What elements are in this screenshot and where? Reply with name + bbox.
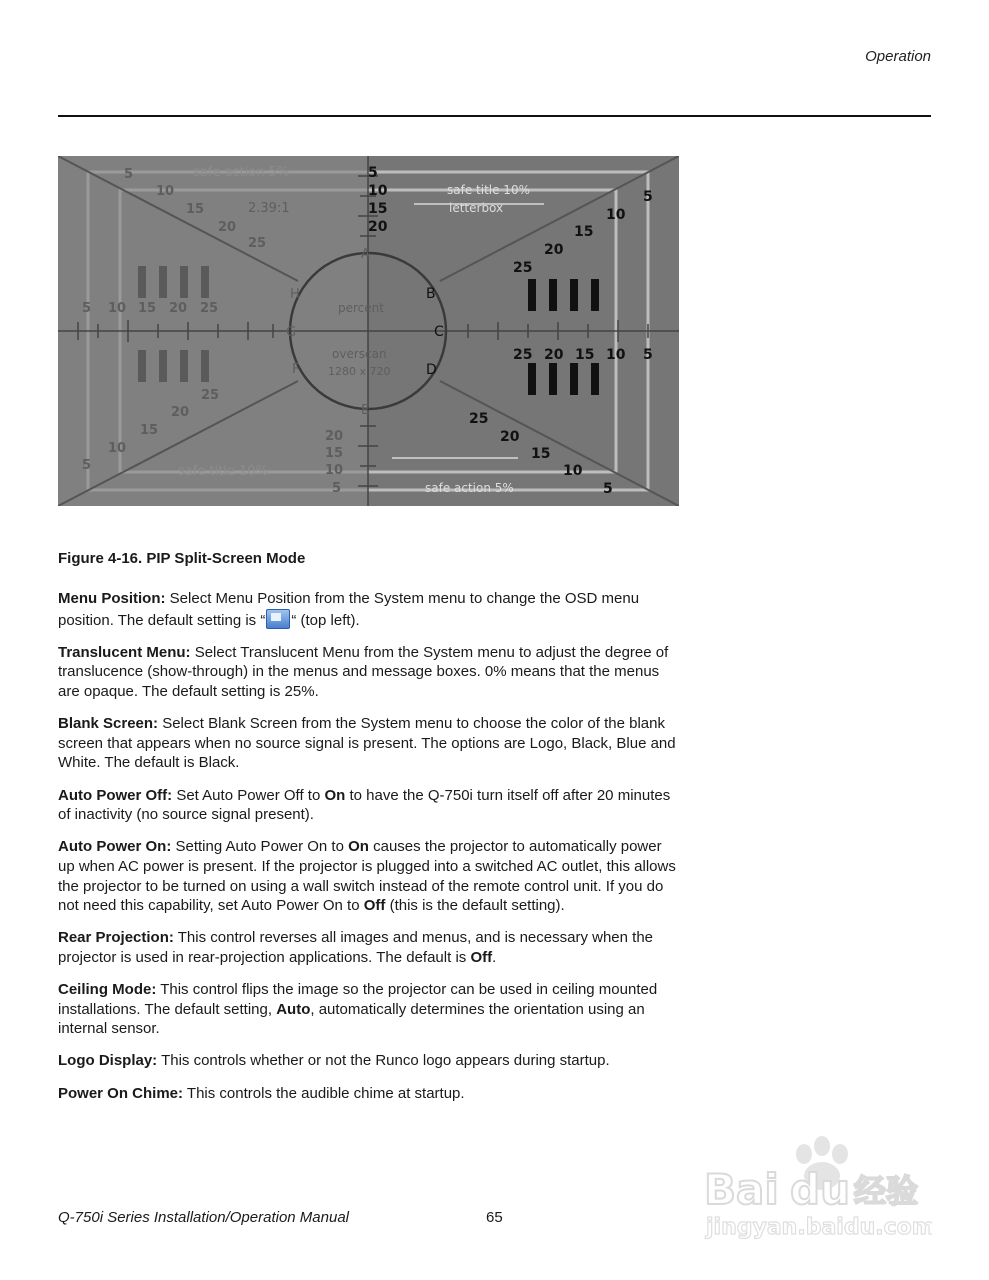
svg-text:du: du xyxy=(790,1165,850,1214)
para-ceiling-mode: Ceiling Mode: This control flips the image so the projector can be used in ceiling mounted installations. The default setting, Auto, automatically determines the orientation using an internal sensor. xyxy=(58,981,658,1038)
safe-title-left-label: safe title 10% xyxy=(178,464,268,479)
running-header: Operation xyxy=(865,48,931,65)
svg-text:15: 15 xyxy=(368,201,388,217)
svg-text:20: 20 xyxy=(368,219,388,235)
svg-text:经验: 经验 xyxy=(854,1172,919,1210)
svg-text:E: E xyxy=(361,403,370,418)
svg-text:20: 20 xyxy=(500,429,520,445)
svg-text:20: 20 xyxy=(544,347,564,363)
svg-text:10: 10 xyxy=(606,347,626,363)
page-number: 65 xyxy=(486,1209,503,1226)
top-left-menu-icon xyxy=(266,609,290,629)
percent-label: percent xyxy=(338,301,384,315)
svg-text:jingyan.baidu.com: jingyan.baidu.com xyxy=(706,1215,932,1240)
svg-text:5: 5 xyxy=(124,167,134,182)
test-pattern-figure xyxy=(58,156,679,506)
overscan-label: overscan xyxy=(332,347,387,361)
svg-text:A: A xyxy=(361,247,370,262)
resolution-label: 1280 x 720 xyxy=(328,365,391,378)
svg-text:5: 5 xyxy=(82,301,92,316)
svg-text:5: 5 xyxy=(603,481,613,497)
term: Menu Position: xyxy=(58,590,166,607)
svg-text:25: 25 xyxy=(200,301,219,316)
svg-text:15: 15 xyxy=(138,301,157,316)
para-power-on-chime: Power On Chime: This controls the audible chime at startup. xyxy=(58,1084,465,1102)
safe-action-top-label: safe action 5% xyxy=(193,165,290,180)
svg-text:Bai: Bai xyxy=(704,1165,779,1214)
aspect-label: 2.39:1 xyxy=(248,201,290,216)
svg-text:C: C xyxy=(434,324,444,340)
svg-text:20: 20 xyxy=(544,242,564,258)
svg-text:B: B xyxy=(426,286,436,302)
svg-text:10: 10 xyxy=(156,184,175,199)
svg-text:D: D xyxy=(426,362,437,378)
svg-text:10: 10 xyxy=(606,207,626,223)
svg-text:10: 10 xyxy=(368,183,388,199)
svg-text:10: 10 xyxy=(108,301,127,316)
svg-text:20: 20 xyxy=(171,405,190,420)
svg-text:10: 10 xyxy=(325,463,344,478)
svg-text:H: H xyxy=(290,287,300,302)
safe-title-right-label: safe title 10% xyxy=(447,183,530,197)
figure-caption: Figure 4-16. PIP Split-Screen Mode xyxy=(58,550,306,567)
safe-action-bottom-label: safe action 5% xyxy=(425,481,514,495)
svg-text:15: 15 xyxy=(325,446,344,461)
para-menu-position: Menu Position: Select Menu Position from the System menu to change the OSD menu position. The default setting is “ “ (top left). xyxy=(58,590,640,629)
svg-text:15: 15 xyxy=(575,347,595,363)
svg-text:15: 15 xyxy=(574,224,594,240)
letterbox-label: letterbox xyxy=(449,201,504,215)
svg-text:G: G xyxy=(286,325,297,340)
svg-text:15: 15 xyxy=(186,202,205,217)
svg-text:5: 5 xyxy=(368,165,378,181)
svg-text:25: 25 xyxy=(513,260,533,276)
para-auto-power-on: Auto Power On: Setting Auto Power On to On causes the projector to automatically power up when AC power is present. If the projector is plugged into a switched AC outlet, this allows the projector to be turned on using a wall switch instead of the remote control unit. If you do not need this capability, set Auto Power On to Off (this is the default setting). xyxy=(58,838,676,915)
svg-text:15: 15 xyxy=(531,446,551,462)
header-rule xyxy=(58,115,931,117)
body-text xyxy=(58,589,682,1116)
para-rear-projection: Rear Projection: This control reverses all images and menus, and is necessary when the projector is used in rear-projection applications. The default is Off. xyxy=(58,929,654,966)
para-auto-power-off: Auto Power Off: Set Auto Power Off to On to have the Q-750i turn itself off after 20 minutes of inactivity (no source signal present). xyxy=(58,786,671,824)
svg-text:10: 10 xyxy=(108,441,127,456)
svg-text:5: 5 xyxy=(332,481,342,496)
svg-text:15: 15 xyxy=(140,423,159,438)
svg-text:25: 25 xyxy=(469,411,489,427)
svg-text:20: 20 xyxy=(325,429,344,444)
svg-text:20: 20 xyxy=(169,301,188,316)
svg-text:25: 25 xyxy=(201,388,220,403)
footer-manual-title: Q-750i Series Installation/Operation Manual xyxy=(58,1209,349,1226)
para-translucent-menu: Translucent Menu: Select Translucent Menu from the System menu to adjust the degree of translucence (show-through) in the menus and message boxes. 0% means that the menus are opaque. The default setting is 25%. xyxy=(58,643,669,700)
para-logo-display: Logo Display: This controls whether or not the Runco logo appears during startup. xyxy=(58,1052,610,1070)
svg-text:20: 20 xyxy=(218,220,237,235)
para-blank-screen: Blank Screen: Select Blank Screen from the System menu to choose the color of the blank screen that appears when no source signal is present. The options are Logo, Black, Blue and White. The default is Black. xyxy=(58,715,676,772)
svg-text:5: 5 xyxy=(82,458,92,473)
svg-text:10: 10 xyxy=(563,463,583,479)
svg-text:25: 25 xyxy=(248,236,267,251)
svg-text:5: 5 xyxy=(643,347,653,363)
svg-text:F: F xyxy=(292,362,300,377)
svg-text:25: 25 xyxy=(513,347,533,363)
baidu-jingyan-watermark xyxy=(704,1132,932,1240)
svg-text:5: 5 xyxy=(643,189,653,205)
